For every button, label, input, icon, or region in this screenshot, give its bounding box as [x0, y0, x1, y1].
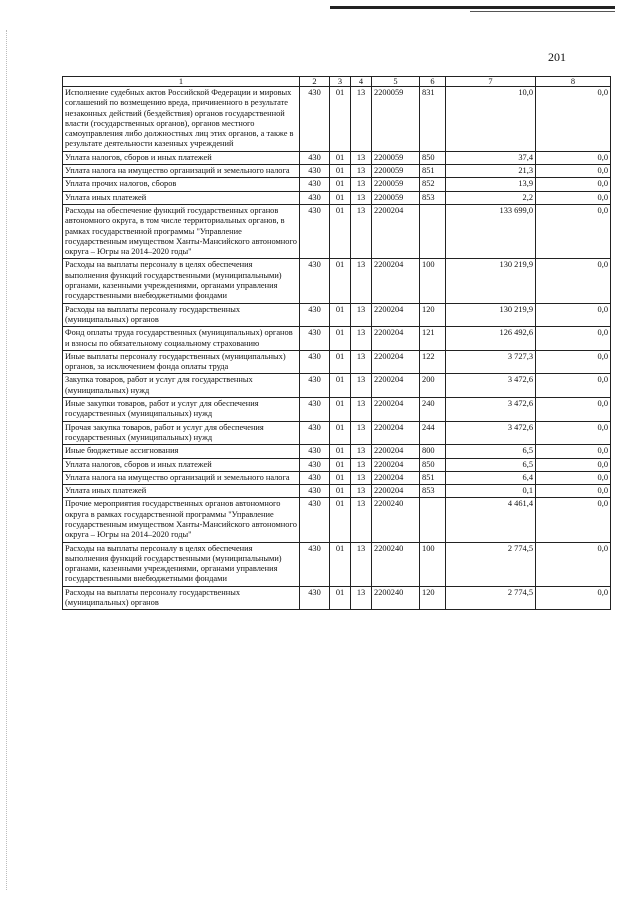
row-description: Расходы на выплаты персоналу в целях обеспечения выполнения функций государственными (муниципальными) органами, казенными учреждениями, органами управления государственными внебюджетными фондами — [63, 259, 300, 303]
amount-secondary-value: 0,0 — [536, 259, 611, 303]
row-description: Иные закупки товаров, работ и услуг для обеспечения государственных (муниципальных) нужд — [63, 398, 300, 422]
section-code: 01 — [330, 586, 351, 610]
target-article-code: 2200204 — [372, 374, 420, 398]
ministry-code: 430 — [300, 586, 330, 610]
subsection-code: 13 — [351, 178, 372, 191]
table-row — [63, 151, 611, 164]
subsection-code: 13 — [351, 191, 372, 204]
row-description: Фонд оплаты труда государственных (муниципальных) органов и взносы по обязательному социальному страхованию — [63, 327, 300, 351]
amount-secondary-value: 0,0 — [536, 87, 611, 152]
table-row — [63, 445, 611, 458]
row-description: Исполнение судебных актов Российской Федерации и мировых соглашений по возмещению вреда, причиненного в результате незаконных действий (бездействия) органов государственной власти (государственных органов), органов местного самоуправления либо должностных лиц этих органов, а также в результате деятельности казенных учреждений — [63, 87, 300, 152]
expense-type-code: 244 — [420, 421, 446, 445]
amount-value: 4 461,4 — [446, 498, 536, 542]
target-article-code: 2200204 — [372, 485, 420, 498]
amount-value: 3 727,3 — [446, 350, 536, 374]
amount-value: 21,3 — [446, 165, 536, 178]
row-description: Уплата налога на имущество организаций и земельного налога — [63, 165, 300, 178]
subsection-code: 13 — [351, 485, 372, 498]
section-code: 01 — [330, 374, 351, 398]
row-description: Прочая закупка товаров, работ и услуг для обеспечения государственных (муниципальных) нужд — [63, 421, 300, 445]
amount-secondary-value: 0,0 — [536, 458, 611, 471]
ministry-code: 430 — [300, 165, 330, 178]
target-article-code: 2200204 — [372, 471, 420, 484]
section-code: 01 — [330, 445, 351, 458]
amount-value: 2 774,5 — [446, 586, 536, 610]
table-row — [63, 178, 611, 191]
row-description: Иные выплаты персоналу государственных (муниципальных) органов, за исключением фонда оплаты труда — [63, 350, 300, 374]
section-code: 01 — [330, 178, 351, 191]
ministry-code: 430 — [300, 303, 330, 327]
target-article-code: 2200204 — [372, 398, 420, 422]
amount-secondary-value: 0,0 — [536, 498, 611, 542]
expense-type-code: 800 — [420, 445, 446, 458]
table-row — [63, 327, 611, 351]
ministry-code: 430 — [300, 485, 330, 498]
amount-value: 2 774,5 — [446, 542, 536, 586]
row-description: Уплата иных платежей — [63, 485, 300, 498]
amount-value: 6,4 — [446, 471, 536, 484]
section-code: 01 — [330, 165, 351, 178]
amount-value: 126 492,6 — [446, 327, 536, 351]
expense-type-code: 853 — [420, 485, 446, 498]
target-article-code: 2200204 — [372, 445, 420, 458]
expense-type-code: 122 — [420, 350, 446, 374]
amount-value: 6,5 — [446, 445, 536, 458]
ministry-code: 430 — [300, 178, 330, 191]
top-rule-thin — [470, 11, 615, 12]
section-code: 01 — [330, 542, 351, 586]
ministry-code: 430 — [300, 259, 330, 303]
column-header: 2 — [300, 77, 330, 87]
ministry-code: 430 — [300, 374, 330, 398]
amount-secondary-value: 0,0 — [536, 303, 611, 327]
table-header-row — [63, 77, 611, 87]
subsection-code: 13 — [351, 498, 372, 542]
table-row — [63, 165, 611, 178]
table-row — [63, 350, 611, 374]
amount-secondary-value: 0,0 — [536, 191, 611, 204]
target-article-code: 2200204 — [372, 327, 420, 351]
table-row — [63, 542, 611, 586]
table-row — [63, 204, 611, 258]
target-article-code: 2200204 — [372, 204, 420, 258]
table-row — [63, 191, 611, 204]
amount-secondary-value: 0,0 — [536, 374, 611, 398]
target-article-code: 2200204 — [372, 421, 420, 445]
subsection-code: 13 — [351, 586, 372, 610]
row-description: Уплата налогов, сборов и иных платежей — [63, 458, 300, 471]
section-code: 01 — [330, 398, 351, 422]
target-article-code: 2200240 — [372, 586, 420, 610]
expense-type-code: 200 — [420, 374, 446, 398]
expense-type-code: 120 — [420, 586, 446, 610]
subsection-code: 13 — [351, 445, 372, 458]
expense-type-code: 853 — [420, 191, 446, 204]
amount-value: 2,2 — [446, 191, 536, 204]
binding-margin — [6, 30, 8, 890]
expense-type-code: 121 — [420, 327, 446, 351]
target-article-code: 2200204 — [372, 259, 420, 303]
amount-secondary-value: 0,0 — [536, 165, 611, 178]
subsection-code: 13 — [351, 542, 372, 586]
amount-secondary-value: 0,0 — [536, 485, 611, 498]
target-article-code: 2200240 — [372, 542, 420, 586]
expense-type-code: 100 — [420, 259, 446, 303]
expense-type-code — [420, 204, 446, 258]
subsection-code: 13 — [351, 259, 372, 303]
table-row — [63, 87, 611, 152]
column-header: 6 — [420, 77, 446, 87]
table-row — [63, 485, 611, 498]
column-header: 5 — [372, 77, 420, 87]
amount-value: 3 472,6 — [446, 421, 536, 445]
subsection-code: 13 — [351, 398, 372, 422]
top-rule — [330, 6, 615, 9]
ministry-code: 430 — [300, 458, 330, 471]
subsection-code: 13 — [351, 471, 372, 484]
table-row — [63, 303, 611, 327]
amount-secondary-value: 0,0 — [536, 471, 611, 484]
section-code: 01 — [330, 303, 351, 327]
section-code: 01 — [330, 458, 351, 471]
row-description: Расходы на обеспечение функций государственных органов автономного округа, в том числе территориальных органов, в рамках государственной программы "Управление государственным имуществом Ханты-Мансийского автономного округа – Югры на 2014–2020 годы" — [63, 204, 300, 258]
target-article-code: 2200059 — [372, 87, 420, 152]
amount-value: 130 219,9 — [446, 259, 536, 303]
section-code: 01 — [330, 327, 351, 351]
amount-value: 13,9 — [446, 178, 536, 191]
target-article-code: 2200059 — [372, 165, 420, 178]
subsection-code: 13 — [351, 458, 372, 471]
subsection-code: 13 — [351, 327, 372, 351]
table-row — [63, 471, 611, 484]
amount-secondary-value: 0,0 — [536, 421, 611, 445]
expense-type-code: 851 — [420, 471, 446, 484]
expense-type-code — [420, 498, 446, 542]
table-row — [63, 259, 611, 303]
target-article-code: 2200240 — [372, 498, 420, 542]
subsection-code: 13 — [351, 350, 372, 374]
amount-value: 6,5 — [446, 458, 536, 471]
amount-secondary-value: 0,0 — [536, 204, 611, 258]
ministry-code: 430 — [300, 471, 330, 484]
row-description: Расходы на выплаты персоналу государственных (муниципальных) органов — [63, 586, 300, 610]
column-header: 8 — [536, 77, 611, 87]
target-article-code: 2200204 — [372, 350, 420, 374]
amount-secondary-value: 0,0 — [536, 586, 611, 610]
ministry-code: 430 — [300, 445, 330, 458]
expense-type-code: 850 — [420, 151, 446, 164]
row-description: Уплата иных платежей — [63, 191, 300, 204]
row-description: Уплата налогов, сборов и иных платежей — [63, 151, 300, 164]
column-header: 1 — [63, 77, 300, 87]
amount-value: 3 472,6 — [446, 398, 536, 422]
target-article-code: 2200204 — [372, 303, 420, 327]
column-header: 7 — [446, 77, 536, 87]
amount-secondary-value: 0,0 — [536, 327, 611, 351]
ministry-code: 430 — [300, 350, 330, 374]
section-code: 01 — [330, 421, 351, 445]
section-code: 01 — [330, 151, 351, 164]
section-code: 01 — [330, 87, 351, 152]
expense-type-code: 100 — [420, 542, 446, 586]
section-code: 01 — [330, 471, 351, 484]
ministry-code: 430 — [300, 327, 330, 351]
row-description: Закупка товаров, работ и услуг для государственных (муниципальных) нужд — [63, 374, 300, 398]
section-code: 01 — [330, 485, 351, 498]
ministry-code: 430 — [300, 498, 330, 542]
column-header: 4 — [351, 77, 372, 87]
target-article-code: 2200059 — [372, 191, 420, 204]
column-header: 3 — [330, 77, 351, 87]
ministry-code: 430 — [300, 151, 330, 164]
row-description: Расходы на выплаты персоналу в целях обеспечения выполнения функций государственными (муниципальными) органами, казенными учреждениями, органами управления государственными внебюджетными фондами — [63, 542, 300, 586]
section-code: 01 — [330, 259, 351, 303]
ministry-code: 430 — [300, 191, 330, 204]
amount-value: 37,4 — [446, 151, 536, 164]
expense-type-code: 120 — [420, 303, 446, 327]
section-code: 01 — [330, 498, 351, 542]
amount-secondary-value: 0,0 — [536, 178, 611, 191]
subsection-code: 13 — [351, 421, 372, 445]
amount-value: 3 472,6 — [446, 374, 536, 398]
ministry-code: 430 — [300, 421, 330, 445]
table-row — [63, 586, 611, 610]
amount-secondary-value: 0,0 — [536, 350, 611, 374]
expense-type-code: 851 — [420, 165, 446, 178]
page-number: 201 — [548, 50, 566, 64]
amount-value: 130 219,9 — [446, 303, 536, 327]
row-description: Иные бюджетные ассигнования — [63, 445, 300, 458]
expense-type-code: 240 — [420, 398, 446, 422]
subsection-code: 13 — [351, 151, 372, 164]
budget-table — [62, 76, 611, 610]
section-code: 01 — [330, 191, 351, 204]
expense-type-code: 852 — [420, 178, 446, 191]
table-row — [63, 398, 611, 422]
section-code: 01 — [330, 204, 351, 258]
row-description: Расходы на выплаты персоналу государственных (муниципальных) органов — [63, 303, 300, 327]
expense-type-code: 850 — [420, 458, 446, 471]
subsection-code: 13 — [351, 303, 372, 327]
table-row — [63, 498, 611, 542]
subsection-code: 13 — [351, 204, 372, 258]
target-article-code: 2200059 — [372, 151, 420, 164]
amount-secondary-value: 0,0 — [536, 398, 611, 422]
amount-value: 133 699,0 — [446, 204, 536, 258]
table-row — [63, 374, 611, 398]
ministry-code: 430 — [300, 87, 330, 152]
ministry-code: 430 — [300, 398, 330, 422]
table-row — [63, 421, 611, 445]
amount-secondary-value: 0,0 — [536, 445, 611, 458]
row-description: Уплата налога на имущество организаций и земельного налога — [63, 471, 300, 484]
ministry-code: 430 — [300, 542, 330, 586]
row-description: Прочие мероприятия государственных органов автономного округа в рамках государственной программы "Управление государственным имуществом Ханты-Мансийского автономного округа – Югры на 2014–2020 годы" — [63, 498, 300, 542]
amount-value: 0,1 — [446, 485, 536, 498]
row-description: Уплата прочих налогов, сборов — [63, 178, 300, 191]
subsection-code: 13 — [351, 374, 372, 398]
ministry-code: 430 — [300, 204, 330, 258]
subsection-code: 13 — [351, 87, 372, 152]
section-code: 01 — [330, 350, 351, 374]
amount-secondary-value: 0,0 — [536, 542, 611, 586]
amount-value: 10,0 — [446, 87, 536, 152]
expense-type-code: 831 — [420, 87, 446, 152]
subsection-code: 13 — [351, 165, 372, 178]
table-row — [63, 458, 611, 471]
target-article-code: 2200204 — [372, 458, 420, 471]
target-article-code: 2200059 — [372, 178, 420, 191]
amount-secondary-value: 0,0 — [536, 151, 611, 164]
